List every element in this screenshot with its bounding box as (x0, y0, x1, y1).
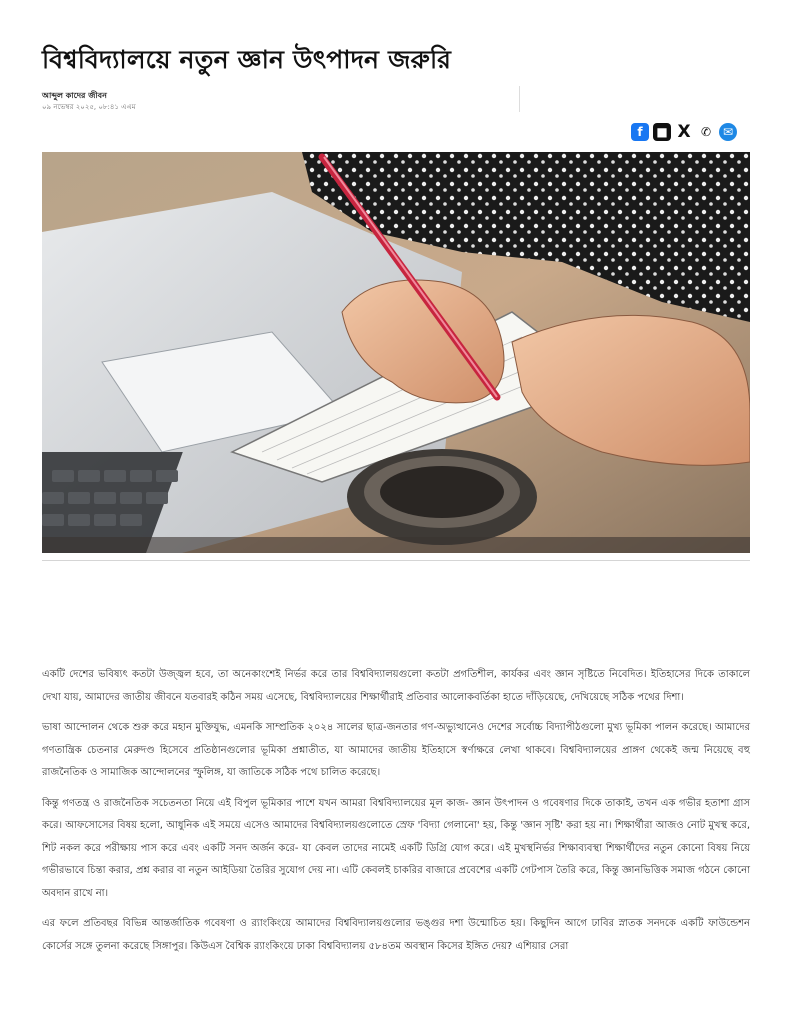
paragraph: এর ফলে প্রতিবছর বিভিন্ন আন্তর্জাতিক গবেষণা ও র‍্যাংকিংয়ে আমাদের বিশ্ববিদ্যালয়গুলোর ভঙ্গুর দশা উন্মোচিত হয়। কিছুদিন আগে ঢাবির স্নাতক সনদকে একটি ফাউন্ডেশন কোর্সের সঙ্গে তুলনা করেছে সিঙ্গাপুর। কিউএস বৈশ্বিক র‍্যাংকিংয়ে ঢাকা বিশ্ববিদ্যালয় ৫৮৪তম অবস্থান কিসের ইঙ্গিত দেয়? এশিয়ার সেরা (42, 918, 750, 952)
messenger-icon[interactable]: ✉ (719, 123, 737, 141)
hero-image (42, 152, 750, 553)
article-title: বিশ্ববিদ্যালয়ে নতুন জ্ঞান উৎপাদন জরুরি (42, 45, 452, 74)
x-icon[interactable]: X (677, 122, 691, 142)
square-icon[interactable]: ■ (653, 123, 671, 141)
paragraph: একটি দেশের ভবিষ্যৎ কতটা উজ্জ্বল হবে, তা অনেকাংশেই নির্ভর করে তার বিশ্ববিদ্যালয়গুলো কতটা প্রগতিশীল, কার্যকর এবং জ্ঞান সৃষ্টিতে নিবেদিত। ইতিহাসের দিকে তাকালে দেখা যায়, আমাদের জাতীয় জীবনে যতবারই কঠিন সময় এসেছে, বিশ্ববিদ্যালয়ের শিক্ষার্থীরাই প্রতিবার আলোকবর্তিকা হাতে দাঁড়িয়েছে, দেখিয়েছে সঠিক পথের দিশা। (42, 669, 750, 703)
paragraph: ভাষা আন্দোলন থেকে শুরু করে মহান মুক্তিযুদ্ধ, এমনকি সাম্প্রতিক ২০২৪ সালের ছাত্র-জনতার গণ-অভ্যুত্থানেও দেশের সর্বোচ্চ বিদ্যাপীঠগুলো মুখ্য ভূমিকা পালন করেছে। আমাদের গণতান্ত্রিক চেতনার মেরুদণ্ড হিসেবে প্রতিষ্ঠানগুলোর ভূমিকা প্রশ্নাতীত, যা আমাদের জাতীয় ইতিহাসে স্বর্ণাক্ষরে লেখা থাকবে। বিশ্ববিদ্যালয়ের প্রাঙ্গণ থেকেই জন্ম নিয়েছে বহু রাজনৈতিক ও সামাজিক আন্দোলনের স্ফুলিঙ্গ, যা জাতিকে সঠিক পথে চালিত করেছে। (42, 722, 750, 778)
writing-illustration (42, 152, 750, 553)
divider (519, 86, 520, 112)
author-name[interactable]: আব্দুল কাদের জীবন (42, 91, 107, 100)
whatsapp-icon[interactable]: ✆ (700, 125, 712, 139)
paragraph: কিন্তু গণতন্ত্র ও রাজনৈতিক সচেতনতা নিয়ে এই বিপুল ভূমিকার পাশে যখন আমরা বিশ্ববিদ্যালয়ের মূল কাজ- জ্ঞান উৎপাদন ও গবেষণার দিকে তাকাই, তখন এক গভীর হতাশা গ্রাস করে। আফসোসের বিষয় হলো, আধুনিক এই সময়ে এসেও আমাদের বিশ্ববিদ্যালয়গুলোতে স্রেফ 'বিদ্যা গেলানো' হয়, কিন্তু 'জ্ঞান সৃষ্টি' করা হয় না। শিক্ষার্থীরা আজও নোট মুখস্থ করে, শিট নকল করে পরীক্ষায় পাস করে এবং একটি সনদ অর্জন করে- যা কেবল তাদের নামেই একটি ডিগ্রি যোগ করে। এই মুখস্থনির্ভর শিক্ষাব্যবস্থা শিক্ষার্থীদের নতুন কোনো বিষয় নিয়ে গভীরভাবে চিন্তা করার, প্রশ্ন করার বা নতুন আইডিয়া তৈরির সুযোগ দেয় না। এটি কেবলই চাকরির বাজারে প্রবেশের একটি গেটপাস তৈরি করে, কিন্তু জ্ঞানভিত্তিক সমাজ গঠনে কোনো অবদান রাখে না। (42, 797, 750, 899)
share-bar (631, 122, 737, 142)
article-body (42, 664, 750, 966)
facebook-icon[interactable]: f (631, 123, 649, 141)
image-divider (42, 560, 750, 561)
publish-date: ০৯ নভেম্বর ২০২৫, ০৮:৪১ এএম (42, 103, 136, 111)
